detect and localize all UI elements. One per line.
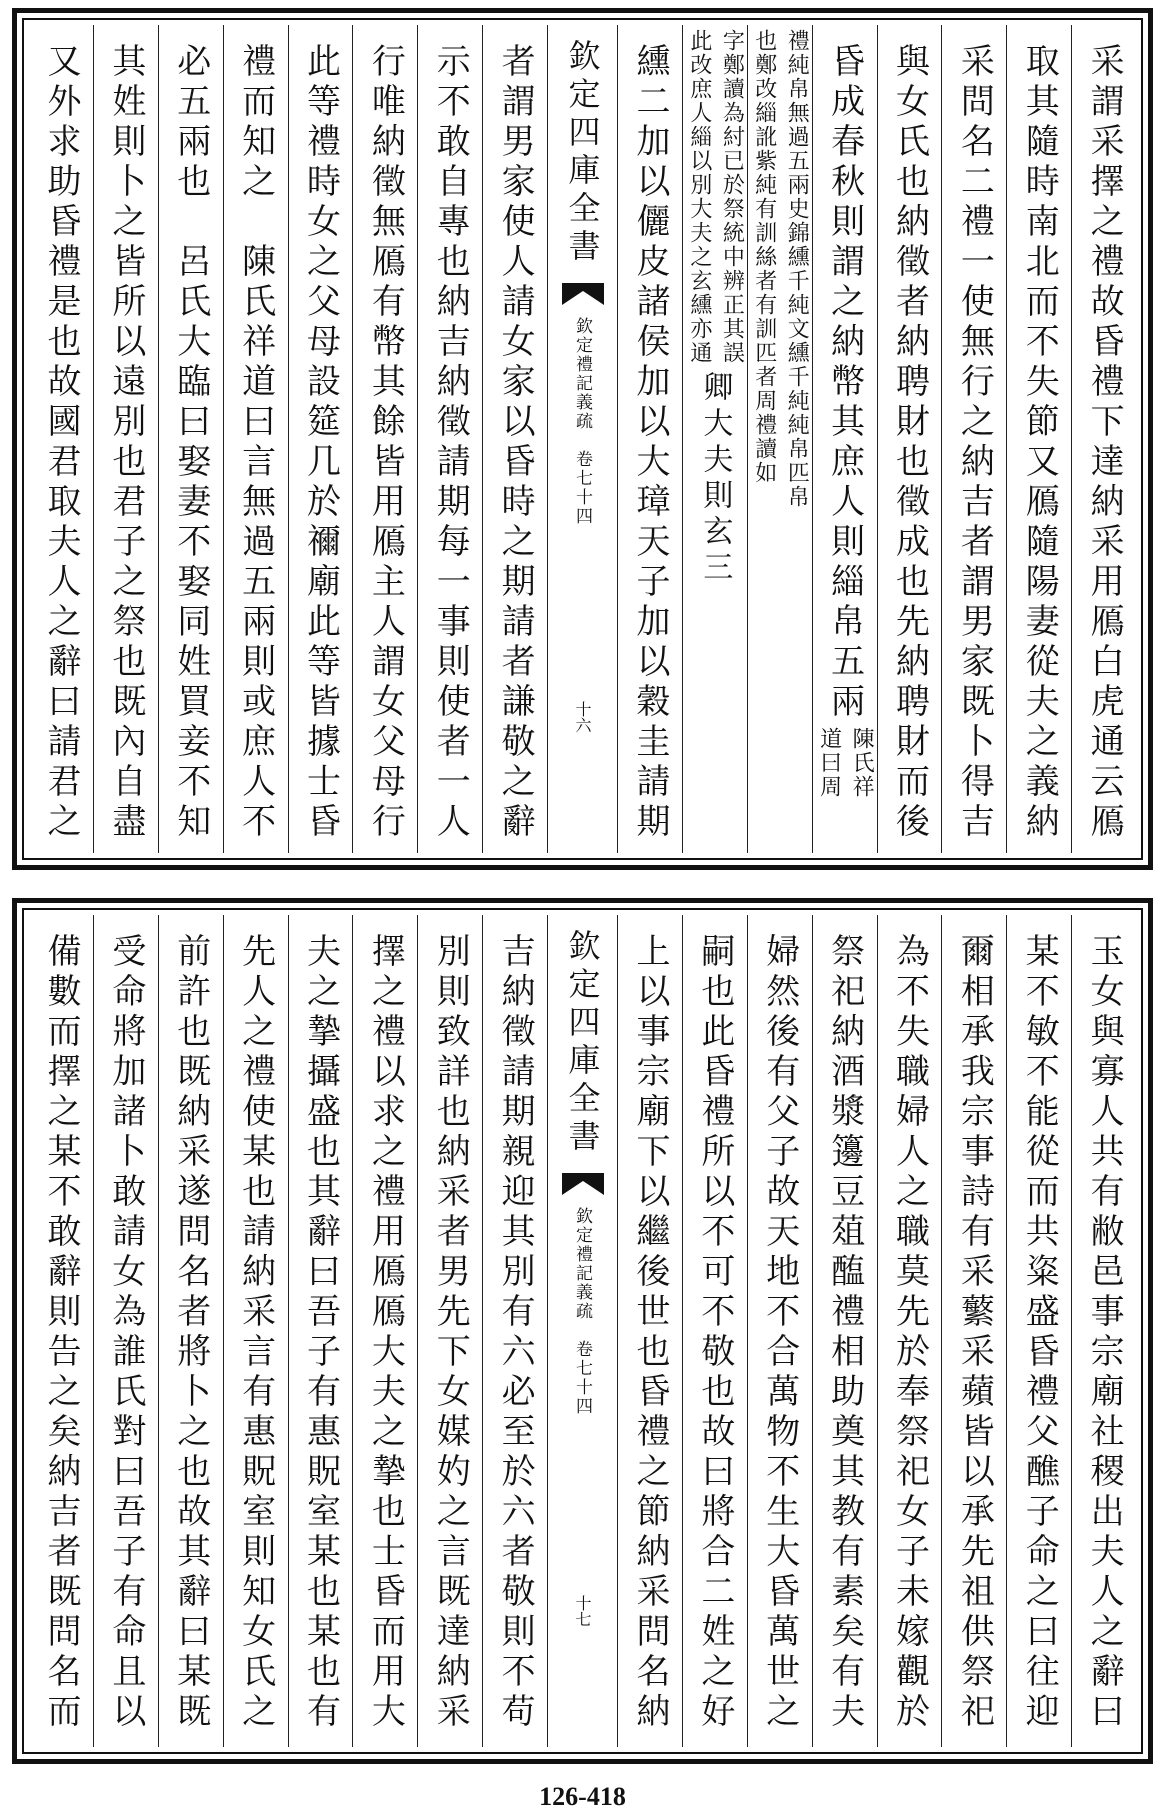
column-text: 吉納徵請期親迎其別有六必至於六者敬則不苟 <box>495 933 536 1733</box>
annotation-line: 也鄭改緇訛紫純有訓絲者有訓匹者周禮讀如 <box>751 29 777 485</box>
top-page <box>12 8 1153 870</box>
column-text: 此等禮時女之父母設筵几於禰廟此等皆據士昏 <box>300 43 341 843</box>
column-text: 某不敏不能從而共粢盛昏禮父醮子命之曰往迎 <box>1019 933 1060 1733</box>
annotation-line: 陳氏祥 <box>849 727 875 799</box>
column-text: 采問名二禮一使無行之納吉者謂男家既卜得吉 <box>954 43 995 843</box>
center-fold <box>547 915 617 1747</box>
text-column <box>682 25 747 853</box>
column-text: 又外求助昏禮是也故國君取夫人之辭曰請君之 <box>41 43 82 843</box>
top-columns <box>29 25 1136 853</box>
series-title: 欽定四庫全書 <box>563 929 602 1157</box>
folio-number: 十六 <box>573 701 592 733</box>
text-column <box>812 25 877 853</box>
fishtail-ornament-icon <box>560 1171 606 1197</box>
column-text: 擇之禮以求之禮用鴈鴈大夫之摯也士昏而用大 <box>365 933 406 1733</box>
text-column <box>352 915 417 1747</box>
column-text: 前許也既納采遂問名者將卜之也故其辭曰某既 <box>170 933 211 1733</box>
column-text: 卿大夫則玄三 <box>697 371 733 587</box>
column-text: 者謂男家使人請女家以昏時之期請者謙敬之辭 <box>495 43 536 843</box>
text-column <box>1071 25 1136 853</box>
volume-info: 欽定禮記義疏 卷七十四 <box>572 317 592 526</box>
annotation-line: 禮純帛無過五兩史錦纁千純文纁千純純帛匹帛 <box>784 29 810 509</box>
page-number: 126-418 <box>539 1782 626 1811</box>
mixed-column <box>749 25 810 853</box>
text-column <box>29 25 93 853</box>
mixed-column <box>684 25 745 853</box>
mixed-column <box>814 25 875 853</box>
column-text: 其姓則卜之皆所以遠別也君子之祭也既內自盡 <box>105 43 146 843</box>
text-column <box>93 25 158 853</box>
column-text: 備數而擇之某不敢辭則告之矣納吉者既問名而 <box>41 933 82 1733</box>
column-text: 與女氏也納徵者納聘財也徵成也先納聘財而後 <box>889 43 930 843</box>
text-column <box>29 915 93 1747</box>
text-column <box>1006 25 1071 853</box>
bottom-columns <box>29 915 1136 1747</box>
column-text: 纁二加以儷皮諸侯加以大璋天子加以穀圭請期 <box>630 43 671 843</box>
text-column <box>417 915 482 1747</box>
text-column <box>941 25 1006 853</box>
text-column <box>682 915 747 1747</box>
text-column <box>417 25 482 853</box>
column-text: 取其隨時南北而不失節又鴈隨陽妻從夫之義納 <box>1019 43 1060 843</box>
text-column <box>223 25 288 853</box>
column-text: 采謂采擇之禮故昏禮下達納采用鴈白虎通云鴈 <box>1084 43 1125 843</box>
volume-info: 欽定禮記義疏 卷七十四 <box>572 1207 592 1416</box>
text-column <box>223 915 288 1747</box>
bottom-page <box>12 898 1153 1764</box>
annotation-pair <box>814 723 875 799</box>
text-column <box>158 25 223 853</box>
center-fold <box>547 25 617 853</box>
text-column <box>1071 915 1136 1747</box>
column-text: 夫之摯攝盛也其辭曰吾子有惠貺室某也某也有 <box>300 933 341 1733</box>
annotation-pair <box>684 25 745 365</box>
fishtail-ornament-icon <box>560 281 606 307</box>
series-title: 欽定四庫全書 <box>563 39 602 267</box>
text-column <box>877 915 942 1747</box>
column-text: 昏成春秋則謂之納幣其庶人則緇帛五兩 <box>824 43 865 723</box>
column-text: 禮而知之 陳氏祥道曰言無過五兩則或庶人不 <box>235 43 276 843</box>
annotation-line: 道曰周 <box>816 727 842 799</box>
text-column <box>482 915 547 1747</box>
column-text: 上以事宗廟下以繼後世也昏禮之節納采問名納 <box>630 933 671 1733</box>
column-text: 別則致詳也納采者男先下女媒妁之言既達納采 <box>430 933 471 1733</box>
column-text: 為不失職婦人之職莫先於奉祭祀女子未嫁觀於 <box>889 933 930 1733</box>
column-text: 爾相承我宗事詩有采蘩采蘋皆以承先祖供祭祀 <box>954 933 995 1733</box>
text-column <box>1006 915 1071 1747</box>
text-column <box>352 25 417 853</box>
annotation-pair <box>749 25 810 509</box>
text-column <box>812 915 877 1747</box>
text-column <box>747 915 812 1747</box>
text-column <box>288 915 353 1747</box>
annotation-line: 此改庶人緇以別大夫之玄纁亦通 <box>686 29 712 365</box>
folio-number: 十七 <box>573 1595 592 1627</box>
text-column <box>617 915 682 1747</box>
text-column <box>482 25 547 853</box>
column-text: 嗣也此昏禮所以不可不敬也故曰將合二姓之好 <box>694 933 735 1733</box>
text-column <box>158 915 223 1747</box>
text-column <box>93 915 158 1747</box>
text-column <box>617 25 682 853</box>
column-text: 行唯納徵無鴈有幣其餘皆用鴈主人謂女父母行 <box>365 43 406 843</box>
column-text: 示不敢自專也納吉納徵請期每一事則使者一人 <box>430 43 471 843</box>
text-column <box>288 25 353 853</box>
text-column <box>747 25 812 853</box>
column-text: 玉女與寡人共有敝邑事宗廟社稷出夫人之辭曰 <box>1084 933 1125 1733</box>
column-text: 先人之禮使某也請納采言有惠貺室則知女氏之 <box>235 933 276 1733</box>
column-text: 婦然後有父子故天地不合萬物不生大昏萬世之 <box>759 933 800 1733</box>
annotation-line: 字鄭讀為紂已於祭統中辨正其誤 <box>719 29 745 365</box>
text-column <box>877 25 942 853</box>
text-column <box>941 915 1006 1747</box>
column-text: 必五兩也 呂氏大臨曰娶妻不娶同姓買妾不知 <box>170 43 211 843</box>
column-text: 祭祀納酒漿籩豆葅醢禮相助奠其教有素矣有夫 <box>824 933 865 1733</box>
column-text: 受命將加諸卜敢請女為誰氏對曰吾子有命且以 <box>105 933 146 1733</box>
